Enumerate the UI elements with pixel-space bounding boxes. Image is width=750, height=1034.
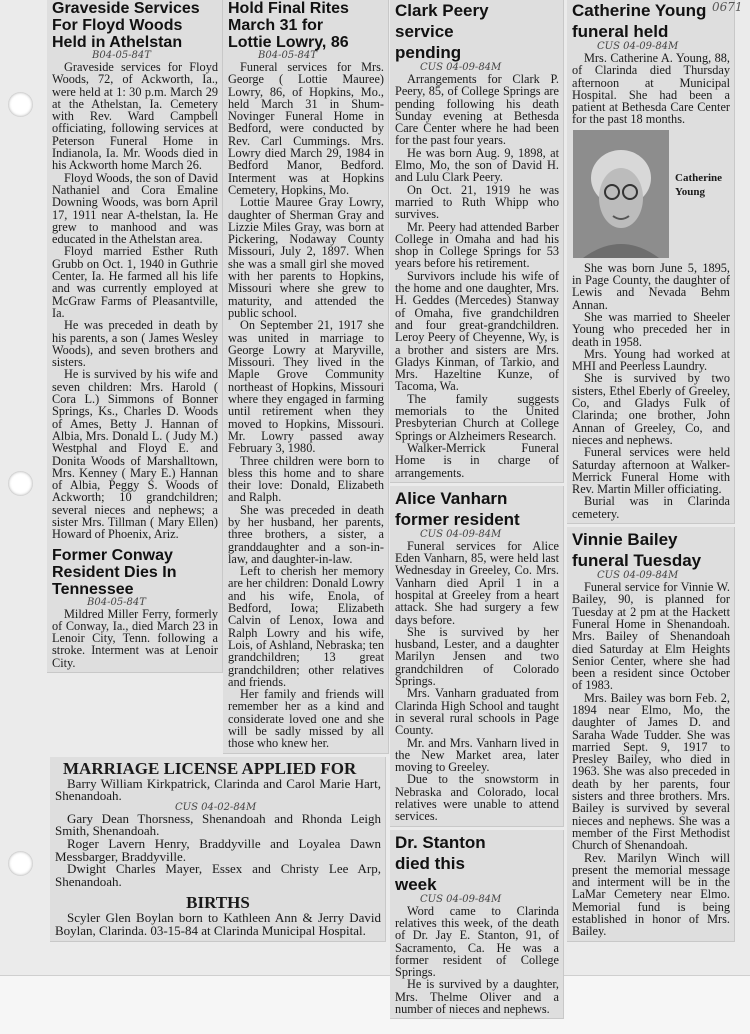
paragraph: Barry William Kirkpatrick, Clarinda and Carol Marie Hart, Shenandoah. <box>55 775 381 804</box>
handwritten-date: CUS 04-02-84M <box>175 801 257 813</box>
clipping-clark-peery <box>390 0 564 483</box>
paragraph: Mrs. Young had worked at MHI and Peerless Laundry. <box>572 346 730 374</box>
paragraph: Funeral services for Alice Eden Vanharn, 85, were held last Wednesday in Greeley, Co. Mrs. Vanharn died April 1 in a hospital at Greeley from a heart attack. She had surgery a few days before. <box>395 538 559 627</box>
article-body <box>395 540 559 823</box>
handwritten-date: CUS 04-09-84M <box>420 62 502 73</box>
headline: Graveside Services For Floyd Woods Held in Athelstan <box>52 0 200 51</box>
paragraph: The family suggests memorials to the United Presbyterian Church at College Springs or Alzheimers Research. <box>395 391 559 443</box>
paragraph: Scyler Glen Boylan born to Kathleen Ann & Jerry David Boylan, Clarinda. 03-15-84 at Clarinda Municipal Hospital. <box>55 910 381 938</box>
headline: Hold Final Rites March 31 for Lottie Lowry, 86 <box>228 0 349 51</box>
births-headline: BIRTHS <box>186 893 250 913</box>
portrait-icon <box>573 130 669 258</box>
article-body <box>395 905 559 1016</box>
headline: MARRIAGE LICENSE APPLIED FOR <box>63 758 357 778</box>
column-3 <box>390 0 564 1019</box>
handwritten-date: B04-05-84T <box>87 596 146 608</box>
handwritten-date: CUS 04-09-84M <box>420 528 502 540</box>
paragraph: He is survived by a daughter, Mrs. Thelme Oliver and a number of nieces and nephews. <box>395 977 559 1016</box>
paragraph: Mrs. Vanharn graduated from Clarinda High School and taught in several rural schools in Page County. <box>395 686 559 738</box>
article-body <box>572 52 730 520</box>
clipping-lottie-lowry <box>223 0 389 754</box>
handwritten-date: B04-05-84T <box>92 50 151 61</box>
paragraph: He is survived by his wife and seven children: Mrs. Harold ( Cora L.) Simmons of Bonner Springs, Ks., Charles D. Woods of Ames, Betty J. Hannan of Albia, Mrs. Donald L. ( Judy M.) Westphal and Floyd E. and Donita Woods of Marshalltown, Mrs. Kenney ( Mary E.) Hannan of Albia, Peggy S. Woods of Ackworth; 10 grandchildren; several nieces and nephews; a sister Mrs. Tillman ( Mary Ellen) Howard of Phoenix, Ariz. <box>52 367 218 542</box>
paragraph: Arrangements for Clark P. Peery, 85, of College Springs are pending following his death Sunday evening at Bethesda Care Center where he had been for the past four years. <box>395 72 559 148</box>
clipping-floyd-woods <box>47 0 223 673</box>
paragraph: Burial was in Clarinda cemetery. <box>572 494 730 521</box>
paragraph: Mr. and Mrs. Vanharn lived in the New Market area, later moving to Greeley. <box>395 735 559 775</box>
paragraph: Gary Dean Thorsness, Shenandoah and Rhonda Leigh Smith, Shenandoah. <box>55 810 381 839</box>
punch-hole <box>8 851 33 876</box>
article-body <box>572 581 730 938</box>
paragraph: Rev. Marilyn Winch will present the memorial message and interment will be in the LaMar Cemetery near Elmo. Memorial fund is being established in honor of Mrs. Bailey. <box>572 850 730 939</box>
punch-hole <box>8 92 33 117</box>
paragraph: On Oct. 21, 1919 he was married to Ruth Whipp who survives. <box>395 182 559 222</box>
paragraph: He was born Aug. 9, 1898, at Elmo, Mo, the son of David H. and Lulu Clark Peery. <box>395 145 559 185</box>
paragraph: Walker-Merrick Funeral Home is in charge of arrangements. <box>395 440 559 480</box>
paragraph: Funeral services were held Saturday afternoon at Walker-Merrick Funeral Home with Rev. Martin Miller officiating. <box>572 445 730 497</box>
article-body <box>395 73 559 479</box>
paragraph: She was preceded in death by her husband, her parents, three brothers, a sister, a granddaughter and a son-in-law, and daughter-in-law. <box>228 502 384 566</box>
article-body <box>52 608 218 669</box>
article-body-rest <box>572 262 730 520</box>
paragraph: Funeral service for Vinnie W. Bailey, 90, is planned for Tuesday at 2 pm at the Hackett Funeral Home in Shenandoah. Mrs. Bailey of Shenandoah died Saturday at Elm Heights Senior Center, where she had been a resident since October of 1983. <box>572 580 730 693</box>
clipping-vinnie-bailey <box>567 527 735 942</box>
paragraph: Floyd married Esther Ruth Grubb on Oct. 1, 1940 in Guthrie Center, Ia. He farmed all his life and was currently employed at McGraw Farms of Pleasantville, Ia. <box>52 244 218 320</box>
births-body <box>55 912 381 937</box>
paragraph: Graveside services for Floyd Woods, 72, of Ackworth, Ia., were held at 1: 30 p.m. March 29 at the Athelstan, Ia. Cemetery with Rev. Ward Campbell officiating, following services at Peterson Funeral Home in Indianola, Ia. Mr. Woods died in his Ackworth home March 26. <box>52 60 218 173</box>
handwritten-date: CUS 04-09-84M <box>597 41 679 52</box>
paragraph: Dwight Charles Mayer, Essex and Christy Lee Arp, Shenandoah. <box>55 861 381 889</box>
headline: Former Conway Resident Dies In Tennessee <box>52 546 177 598</box>
page-bottom-margin <box>0 975 750 1034</box>
headline: Catherine Young funeral held <box>572 1 707 41</box>
portrait-image <box>573 130 669 258</box>
paragraph: Survivors include his wife of the home and one daughter, Mrs. H. Geddes (Mercedes) Stanway of Omaha, five grandchildren and four great-grandchildren. Leroy Peery of Cheyenne, Wy, is a brother and sisters are Mrs. Gladys Kinman, of Tarkio, and Mrs. Hazeltine Kunze, of Tacoma, Wa. <box>395 268 559 394</box>
paragraph: Her family and friends will remember her as a kind and considerate loved one and she will be sadly missed by all those who knew her. <box>228 687 384 751</box>
paragraph: Due to the snowstorm in Nebraska and Colorado, local relatives were unable to attend services. <box>395 772 559 824</box>
paragraph: Floyd Woods, the son of David Nathaniel and Cora Emaline Downing Woods, was born April 17, 1911 near A-thelstan, Ia. He grew to manhood and was educated in the Athelstan area. <box>52 170 218 247</box>
headline: Dr. Stanton died this week <box>395 832 486 894</box>
paragraph: Mrs. Bailey was born Feb. 2, 1894 near Elmo, Mo, the daughter of James D. and Saraha Wade Tudder. She was married Sept. 9, 1917 to Presley Bailey, who died in 1963. She was also preceded in death by her parents, four sisters and three brothers. Mrs. Bailey is survived by several nieces and nephews. She was a member of the First Methodist Church of Shenandoah. <box>572 690 730 853</box>
paragraph: On September 21, 1917 she was united in marriage to George Lowry at Maryville, Missouri. They lived in the Maple Grove Community northeast of Hopkins, Missouri where they engaged in farming until retirement when they moved to Hopkins, Missouri. Mr. Lowry passed away February 3, 1980. <box>228 318 384 456</box>
left-block <box>47 0 389 942</box>
headline: Vinnie Bailey funeral Tuesday <box>572 530 702 571</box>
handwritten-date: B04-05-84T <box>258 50 317 61</box>
article-body-rest <box>55 810 381 889</box>
handwritten-date: CUS 04-09-84M <box>597 570 679 582</box>
clipping-marriage-licenses <box>50 757 386 942</box>
photo-caption: Catherine Young <box>675 171 723 198</box>
article-body <box>55 775 381 889</box>
paragraph: Roger Lavern Henry, Braddyville and Loyalea Dawn Messbarger, Braddyville. <box>55 836 381 864</box>
headline: Clark Peery service pending <box>395 1 489 62</box>
paragraph: Mildred Miller Ferry, formerly of Conway, Ia., died March 23 in Lenoir City, Tenn. following a stroke. Interment was at Lenoir City. <box>52 606 218 670</box>
paragraph: Lottie Mauree Gray Lowry, daughter of Sherman Gray and Lizzie Miles Gray, was born at Pickering, Nodaway County Missouri, July 2, 1897. When she was a small girl she moved with her parents to Hopkins, Missouri where she grew to maturity, and attended the public school. <box>228 195 384 320</box>
headline: Alice Vanharn former resident <box>395 488 520 529</box>
paragraph: Three children were born to bless this home and to share their love: Donald, Elizabeth and Ralph. <box>228 453 384 505</box>
portrait-photo <box>572 126 730 262</box>
paragraph: She is survived by her husband, Lester, and a daughter Marilyn Jensen and two grandchildren of Colorado Springs. <box>395 624 559 689</box>
clipping-alice-vanharn <box>390 486 564 827</box>
clipping-dr-stanton <box>390 830 564 1020</box>
clipping-catherine-young <box>567 0 735 524</box>
punch-hole <box>8 471 33 496</box>
paragraph: She is survived by two sisters, Ethel Eberly of Greeley, Co, and Gladys Fulk of Clarinda; one brother, John Annan of Greeley, Co, and nieces and nephews. <box>572 371 730 447</box>
paragraph: Mrs. Catherine A. Young, 88, of Clarinda died Thursday afternoon at Municipal Hospital. She had been a patient at Bethesda Care Center for the past 18 months. <box>572 51 730 127</box>
paragraph: He was preceded in death by his parents, a son ( James Wesley Woods), and seven brothers and sisters. <box>52 318 218 370</box>
left-columns <box>47 0 389 754</box>
paragraph: Word came to Clarinda relatives this week, of the death of Dr. Jay E. Stanton, 91, of Sacramento, Ca. He was a former resident of College Springs. <box>395 903 559 980</box>
paragraph: She was married to Sheeler Young who preceded her in death in 1958. <box>572 309 730 349</box>
paragraph: Left to cherish her memory are her children: Donald Lowry and his wife, Enola, of Bedford, Iowa; Elizabeth Calvin of Lenox, Iowa and Ralph Lowry and his wife, Lois, of Ashland, Nebraska; ten grandchildren; 13 great grandchildren; other relatives and friends. <box>228 564 384 689</box>
paragraph: Mr. Peery had attended Barber College in Omaha and had his shop in College Springs for 53 years before his retirement. <box>395 219 559 271</box>
article-body <box>228 61 384 750</box>
article-body <box>52 61 218 541</box>
column-4 <box>567 0 735 942</box>
handwritten-date: CUS 04-09-84M <box>420 893 502 905</box>
page-number-handwritten: 0671 <box>712 0 743 14</box>
paragraph: Funeral services for Mrs. George ( Lottie Mauree) Lowry, 86, of Hopkins, Mo., held March 31 in Shum-Novinger Funeral Home in Bedford, were conducted by Rev. Carl Cummings. Mrs. Lowry died March 29, 1984 in Bedford Manor, Bedford. Interment was at Hopkins Cemetery, Hopkins, Mo. <box>228 60 384 197</box>
paragraph: She was born June 5, 1895, in Page County, the daughter of Lewis and Nevada Behm Annan. <box>572 260 730 312</box>
